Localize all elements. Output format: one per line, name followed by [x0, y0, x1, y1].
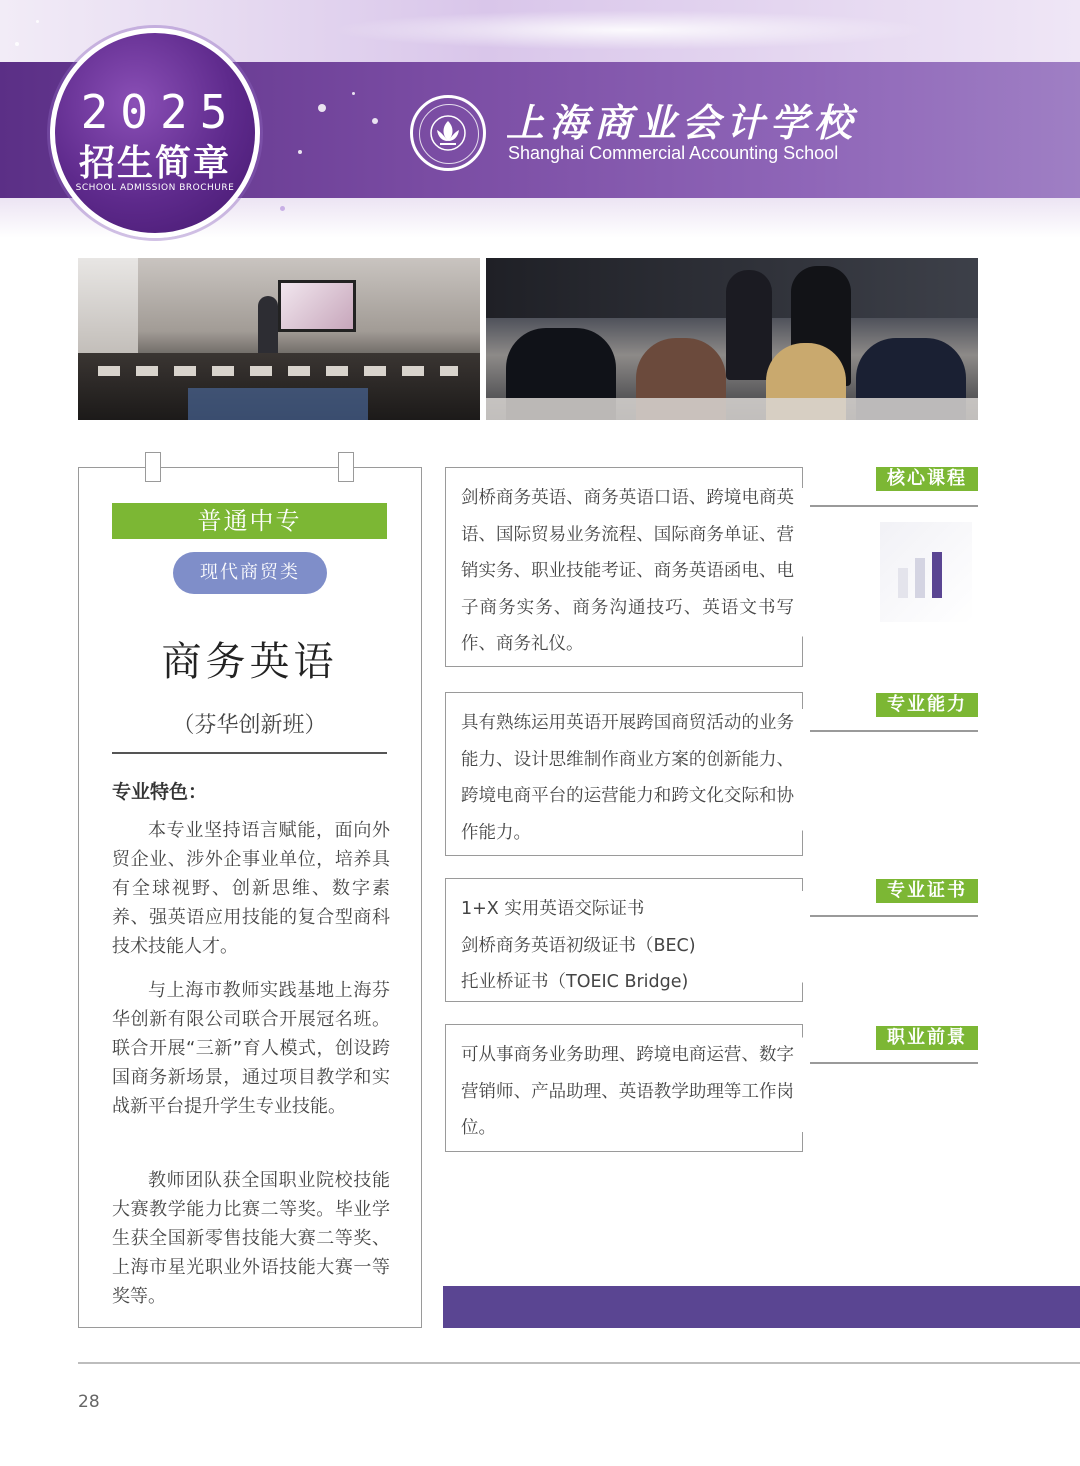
- sparkle-decoration: [298, 150, 302, 154]
- person-figure: [726, 270, 772, 380]
- presentation-screen: [278, 280, 356, 332]
- certificates-list: [461, 891, 794, 1001]
- presenter-figure: [258, 296, 278, 358]
- chart-bar: [898, 568, 908, 598]
- feature-paragraph: 本专业坚持语言赋能，面向外贸企业、涉外企事业单位，培养具有全球视野、创新思维、数字素养、强英语应用技能的复合型商科技术技能人才。: [112, 820, 390, 957]
- core-courses-text: 剑桥商务英语、商务英语口语、跨境电商英语、国际贸易业务流程、国际商务单证、营销实务、职业技能考证、商务英语函电、电子商务实务、商务沟通技巧、英语文书写作、商务礼仪。: [461, 488, 794, 654]
- class-name: （芬华创新班）: [172, 713, 327, 738]
- bar-chart-icon: [880, 522, 972, 622]
- classroom-photo: [78, 258, 480, 420]
- features-heading: 专业特色：: [112, 781, 208, 803]
- title-divider: [112, 752, 387, 754]
- label-rule: [810, 505, 978, 507]
- footer-rule: [78, 1362, 1080, 1364]
- certificate-item: 1+X 实用英语交际证书: [461, 899, 645, 919]
- table-surface: [486, 398, 978, 420]
- chart-bar: [932, 552, 942, 598]
- category-pill: 现代商贸类: [173, 552, 327, 594]
- badge-subtitle: SCHOOL ADMISSION BROCHURE: [75, 183, 235, 193]
- chart-bar: [915, 558, 925, 598]
- career-prospects-text: 可从事商务业务助理、跨境电商运营、数字营销师、产品助理、英语教学助理等工作岗位。: [461, 1045, 794, 1138]
- sparkle-decoration: [280, 206, 285, 211]
- certificate-item: 托业桥证书（TOEIC Bridge): [461, 972, 689, 992]
- certificates-label: 专业证书: [876, 879, 978, 903]
- blue-carpet: [188, 388, 368, 420]
- school-emblem-icon: [410, 95, 486, 171]
- sparkle-decoration: [372, 118, 378, 124]
- feature-paragraph: 与上海市教师实践基地上海芬华创新有限公司联合开展冠名班。联合开展“三新”育人模式，创设跨国商务新场景，通过项目教学和实战新平台提升学生专业技能。: [112, 980, 390, 1117]
- sparkle-decoration: [318, 104, 326, 112]
- chair-row: [98, 366, 458, 376]
- career-prospects-label: 职业前景: [876, 1026, 978, 1050]
- feature-paragraph: 教师团队获全国职业院校技能大赛教学能力比赛二等奖。毕业学生获全国新零售技能大赛二等奖、上海市星光职业外语技能大赛一等奖等。: [112, 1170, 390, 1307]
- admission-badge: [50, 28, 260, 238]
- core-courses-box: [445, 467, 803, 667]
- certificate-item: 剑桥商务英语初级证书（BEC): [461, 935, 696, 956]
- panel-tab-decoration: [338, 452, 354, 482]
- school-name-cn: 上海商业会计学校: [506, 100, 859, 145]
- professional-ability-box: [445, 692, 803, 856]
- certificates-box: [445, 878, 803, 1002]
- page-number: 28: [78, 1392, 100, 1412]
- sparkle-decoration: [36, 20, 39, 23]
- lotus-icon: [428, 113, 468, 153]
- professional-ability-text: 具有熟练运用英语开展跨国商贸活动的业务能力、设计思维制作商业方案的创新能力、跨境电商平台的运营能力和跨文化交际和协作能力。: [461, 713, 794, 843]
- sparkle-decoration: [15, 42, 19, 46]
- window-light: [78, 258, 138, 368]
- label-rule: [810, 1062, 978, 1064]
- school-name-en: Shanghai Commercial Accounting School: [508, 143, 839, 163]
- badge-title: 招生简章: [78, 143, 231, 184]
- purple-accent-strip: [443, 1286, 1080, 1328]
- panel-tab-decoration: [145, 452, 161, 482]
- students-group-photo: [486, 258, 978, 420]
- professional-ability-label: 专业能力: [876, 693, 978, 717]
- core-courses-label: 核心课程: [876, 467, 978, 491]
- sparkle-decoration: [352, 92, 355, 95]
- label-rule: [810, 915, 978, 917]
- label-rule: [810, 730, 978, 732]
- badge-year: 2025: [80, 85, 240, 139]
- program-type-label: 普通中专: [112, 503, 387, 539]
- major-title: 商务英语: [161, 639, 338, 685]
- career-prospects-box: [445, 1024, 803, 1152]
